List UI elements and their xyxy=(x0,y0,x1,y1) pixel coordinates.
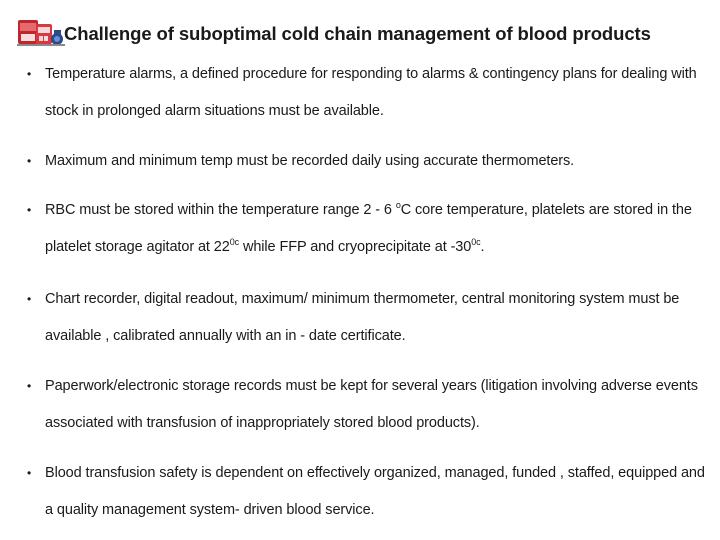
bullet-dot: • xyxy=(27,67,32,81)
bullet-dot: • xyxy=(27,466,32,480)
bullet-dot: • xyxy=(27,292,32,306)
bullet-dot: • xyxy=(27,379,32,393)
bullet-text-part: . xyxy=(480,239,485,255)
list-item xyxy=(0,368,720,442)
bullet-text: Paperwork/electronic storage records must be kept for several years (litigation involving adverse events associated with transfusion of inappropriately stored blood products). xyxy=(45,378,698,431)
bullet-text: Maximum and minimum temp must be recorded daily using accurate thermometers. xyxy=(45,153,575,169)
bullet-text-part: RBC must be stored within the temperature range 2 - 6 xyxy=(45,202,396,218)
list-item xyxy=(0,281,720,355)
list-item xyxy=(0,56,720,130)
bullet-dot: • xyxy=(27,154,32,168)
bullet-text: Temperature alarms, a defined procedure for responding to alarms & contingency plans for dealing with stock in prolonged alarm situations must be available. xyxy=(45,66,697,119)
superscript-degree: 0c xyxy=(471,237,481,247)
bullet-dot: • xyxy=(27,203,32,217)
page-title: Challenge of suboptimal cold chain management of blood products xyxy=(64,23,651,44)
slide-header xyxy=(10,14,710,54)
list-item xyxy=(0,455,720,529)
bullet-text: Chart recorder, digital readout, maximum/ minimum thermometer, central monitoring system must be available , calibrated annually with an in - date certificate. xyxy=(45,291,680,344)
bullet-text-part: C core temperature, platelets are stored in the platelet storage agitator at 22 xyxy=(45,202,692,255)
bullet-text: Blood transfusion safety is dependent on effectively organized, managed, funded , staffed, equipped and a quality management system- driven blood service. xyxy=(45,465,705,518)
superscript-degree: o xyxy=(395,200,401,210)
list-item xyxy=(0,192,720,266)
superscript-degree: 0c xyxy=(229,237,240,247)
list-item xyxy=(0,143,720,180)
bullet-list xyxy=(0,56,720,529)
bullet-text-part: while FFP and cryoprecipitate at -30 xyxy=(239,239,472,255)
blood-bank-fridge-icon xyxy=(16,16,68,48)
